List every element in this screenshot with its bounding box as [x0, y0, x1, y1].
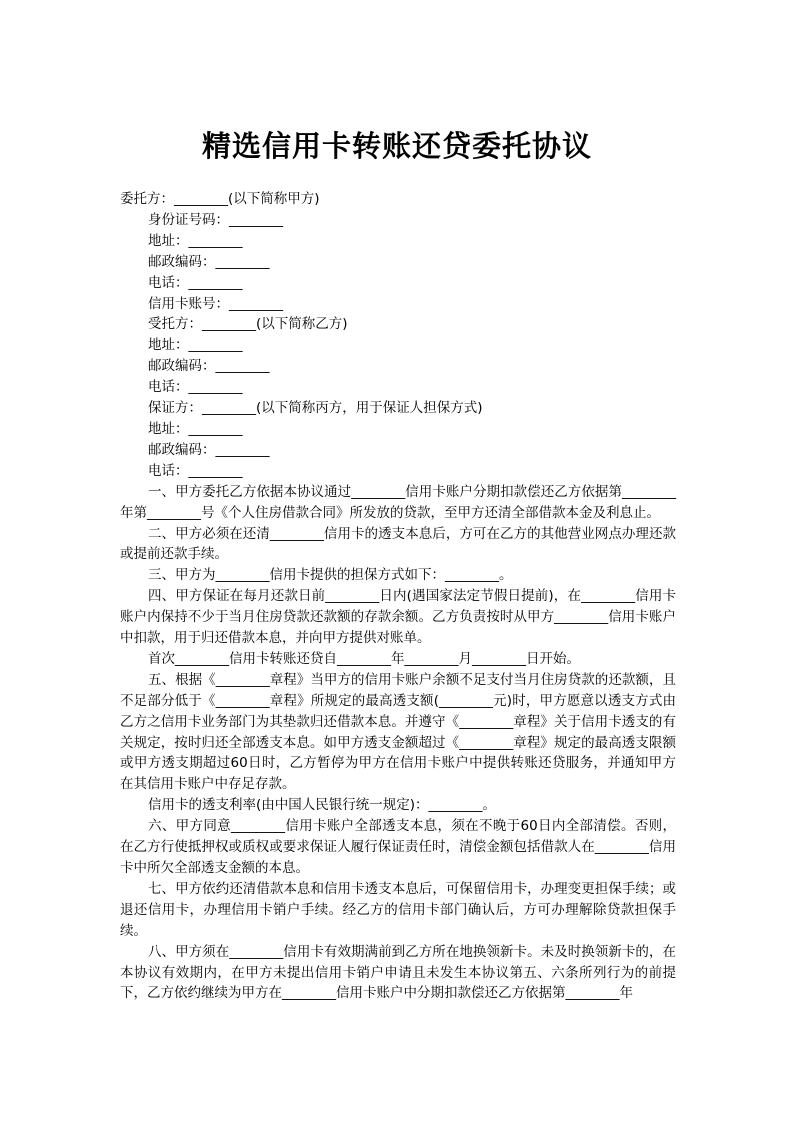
party-line: 信用卡账号：________ — [148, 295, 283, 312]
party-line: 保证方：________(以下简称丙方，用于保证人担保方式) — [148, 400, 483, 417]
party-line: 电话：________ — [148, 274, 243, 291]
party-line: 邮政编码：________ — [148, 441, 270, 458]
party-line: 地址：________ — [148, 420, 243, 437]
clause-paragraph: 四、甲方保证在每月还款日前________日内(遇国家法定节假日提前)，在________信用卡账户内保持不少于当月住房贷款还款额的存款余额。乙方负责按时从甲方________信用卡账户中扣款，用于归还借款本息，并向甲方提供对账单。 — [120, 588, 676, 647]
party-line: 邮政编码：________ — [148, 358, 270, 375]
party-line: 电话：________ — [148, 462, 243, 479]
party-line: 邮政编码：________ — [148, 253, 270, 270]
clause-paragraph: 二、甲方必须在还清________信用卡的透支本息后，方可在乙方的其他营业网点办理还款或提前还款手续。 — [120, 525, 676, 563]
party-line: 委托方：________(以下简称甲方) — [120, 191, 320, 207]
clause-paragraph: 首次________信用卡转账还贷自________年________月________日开始。 — [148, 650, 580, 667]
clause-paragraph: 一、甲方委托乙方依据本协议通过________信用卡账户分期扣款偿还乙方依据第________年第________号《个人住房借款合同》所发放的贷款，至甲方还清全部借款本金及利息止。 — [120, 483, 676, 521]
party-line: 受托方：________(以下简称乙方) — [148, 316, 348, 333]
clause-paragraph: 七、甲方依约还清借款本息和信用卡透支本息后，可保留信用卡，办理变更担保手续；或退还信用卡，办理信用卡销户手续。经乙方的信用卡部门确认后，方可办理解除贷款担保手续。 — [120, 880, 676, 939]
party-line: 地址：________ — [148, 337, 243, 354]
clause-paragraph: 六、甲方同意________信用卡账户全部透支本息，须在不晚于60日内全部清偿。否则，在乙方行使抵押权或质权或要求保证人履行保证责任时，清偿金额包括借款人在________信用卡中所欠全部透支金额的本息。 — [120, 818, 676, 876]
clause-paragraph: 八、甲方须在________信用卡有效期满前到乙方所在地换领新卡。未及时换领新卡的，在本协议有效期内，在甲方未提出信用卡销户申请且未发生本协议第五、六条所列行为的前提下，乙方依约继续为甲方在________信用卡账户中分期扣款偿还乙方依据第________年 — [120, 943, 676, 1002]
clause-paragraph: 三、甲方为________信用卡提供的担保方式如下：________。 — [148, 567, 513, 584]
party-line: 电话：________ — [148, 379, 243, 396]
document-title: 精选信用卡转账还贷委托协议 — [201, 129, 592, 163]
clause-paragraph: 信用卡的透支利率(由中国人民银行统一规定)：________。 — [148, 797, 497, 814]
party-line: 身份证号码：________ — [148, 211, 283, 228]
party-line: 地址：________ — [148, 232, 243, 249]
document-body — [120, 189, 676, 1004]
clause-paragraph: 五、根据《________章程》当甲方的信用卡账户余额不足支付当月住房贷款的还款额，且不足部分低于《________章程》所规定的最高透支额(________元)时，甲方愿意以透支方式由乙方之信用卡业务部门为其垫款归还借款本息。并遵守《________章程》关于信用卡透支的有关规定，按时归还全部透支本息。如甲方透支金额超过《________章程》规定的最高透支限额或甲方透支期超过60日时，乙方暂停为甲方在信用卡账户中提供转账还贷服务，并通知甲方在其信用卡账户中存足存款。 — [120, 671, 676, 793]
